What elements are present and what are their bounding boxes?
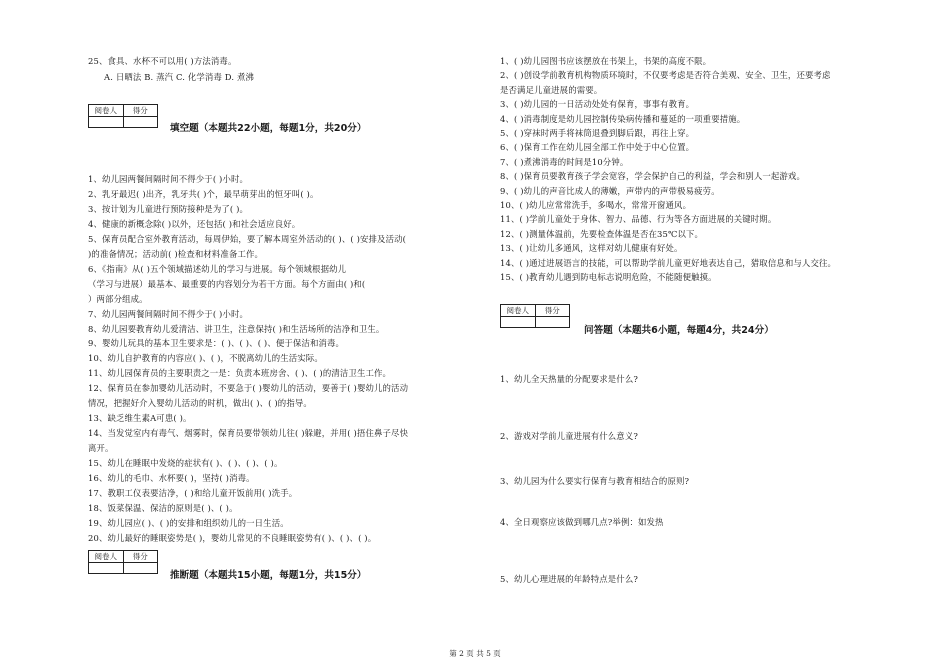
fill-item: 10、幼儿自护教育的内容应( )、( )，不脱离幼儿的生活实际。 xyxy=(88,353,323,363)
fill-item: 4、健康的新概念除( )以外，还包括( )和社会适应良好。 xyxy=(88,219,301,229)
reviewer-cell xyxy=(501,317,536,327)
fill-item: 离开。 xyxy=(88,443,114,453)
score-label: 得分 xyxy=(132,552,148,561)
fill-item: 5、保育员配合室外教育活动，每周伊始，要了解本周室外活动的( )、( )安排及活动( xyxy=(88,234,407,244)
judge-item: 15、( )教育幼儿遇到防电标志说明危险，不能随便触摸。 xyxy=(500,272,717,282)
page-footer: 第 2 页 共 5 页 xyxy=(449,649,501,658)
question-25: 25、食具、水杯不可以用( )方法消毒。 xyxy=(88,56,237,66)
fill-item: 16、幼儿的毛巾、水杯要( )，坚持( )消毒。 xyxy=(88,473,255,483)
judge-item: 13、( )让幼儿多通风，这样对幼儿健康有好处。 xyxy=(500,243,683,253)
qa-item: 1、幼儿全天热量的分配要求是什么? xyxy=(500,374,638,384)
fill-item: 17、教职工仪表要洁净，( )和给儿童开饭前用( )洗手。 xyxy=(88,488,298,498)
judge-item: 11、( )学前儿童处于身体、智力、品德、行为等各方面进展的关键时期。 xyxy=(500,214,777,224)
score-label: 得分 xyxy=(132,106,148,115)
score-box-judge xyxy=(88,550,158,574)
fill-item: 14、当发觉室内有毒气、烟雾时，保育员要带领幼儿往( )躲避，并用( )捂住鼻子尽快 xyxy=(88,428,409,438)
qa-item: 4、全日观察应该做到哪几点?举例：如发热 xyxy=(500,517,664,527)
fill-item: 8、幼儿园要教育幼儿爱清洁、讲卫生，注意保持( )和生活场所的洁净和卫生。 xyxy=(88,324,385,334)
judge-item: 8、( )保育员要教育孩子学会宽容，学会保护自己的利益，学会和别人一起游戏。 xyxy=(500,171,805,181)
qa-item: 3、幼儿园为什么要实行保育与教育相结合的原则? xyxy=(500,476,690,486)
score-box-fill xyxy=(88,104,158,128)
qa-item: 5、幼儿心理进展的年龄特点是什么? xyxy=(500,574,638,584)
judge-item: 3、( )幼儿园的一日活动处处有保育，事事有教育。 xyxy=(500,99,695,109)
fill-item: )的准备情况；活动前( )检查和材料准备工作。 xyxy=(88,249,264,259)
fill-item: 2、乳牙最迟( )出齐，乳牙共( )个，最早萌芽出的恒牙叫( )。 xyxy=(88,189,319,199)
score-cell xyxy=(124,563,158,573)
reviewer-label: 阅卷人 xyxy=(89,551,124,562)
fill-item: 11、幼儿园保育员的主要职责之一是：负责本班房舍、( )、( )的清洁卫生工作。 xyxy=(88,368,392,378)
fill-item: 19、幼儿园应( )、( )的安排和组织幼儿的一日生活。 xyxy=(88,518,289,528)
score-label: 得分 xyxy=(544,306,560,315)
judge-item: 10、( )幼儿应常常洗手，多喝水，常常开窗通风。 xyxy=(500,200,692,210)
judge-item: 9、( )幼儿的声音比成人的薄嫩，声带内的声带极易疲劳。 xyxy=(500,186,720,196)
fill-item: 9、婴幼儿玩具的基本卫生要求是：( )、( )、( )、便于保洁和消毒。 xyxy=(88,338,345,348)
fill-item: 3、按计划为儿童进行预防接种是为了( )。 xyxy=(88,204,249,214)
reviewer-cell xyxy=(89,117,124,127)
judge-item: 7、( )煮沸消毒的时间是10分钟。 xyxy=(500,157,629,167)
score-cell xyxy=(536,317,570,327)
fill-section-title: 填空题（本题共22小题，每题1分，共20分） xyxy=(170,123,367,134)
judge-item: 4、( )消毒制度是幼儿园控制传染病传播和蔓延的一项重要措施。 xyxy=(500,114,746,124)
fill-item: 15、幼儿在睡眠中发烧的症状有( )、( )、( )、( )。 xyxy=(88,458,283,468)
fill-item: 18、饭菜保温、保洁的原则是( )、( )。 xyxy=(88,503,238,513)
reviewer-label: 阅卷人 xyxy=(89,105,124,116)
fill-item: 情况，把握好介入婴幼儿活动的时机，做出( )、( )的指导。 xyxy=(88,398,312,408)
judge-item: 是否满足儿童进展的需要。 xyxy=(500,85,603,95)
judge-item: 12、( )测量体温前，先要检查体温是否在35℃以下。 xyxy=(500,229,704,239)
qa-item: 2、游戏对学前儿童进展有什么意义? xyxy=(500,431,638,441)
question-25-options: A. 日晒法 B. 蒸汽 C. 化学消毒 D. 煮沸 xyxy=(104,72,255,82)
judge-item: 2、( )创设学前教育机构物质环境时，不仅要考虑是否符合美观、安全、卫生，还要考虑 xyxy=(500,70,831,80)
judge-item: 14、( )通过进展语言的技能，可以帮助学前儿童更好地表达自己，猎取信息和与人交往。 xyxy=(500,258,837,268)
fill-item: 13、缺乏维生素A可患( )。 xyxy=(88,413,192,423)
reviewer-cell xyxy=(89,563,124,573)
qa-section-title: 问答题（本题共6小题，每题4分，共24分） xyxy=(584,325,774,336)
fill-item: （学习与进展）最基本、最重要的内容划分为若干方面。每个方面由( )和( xyxy=(88,279,366,289)
judge-item: 1、( )幼儿园图书应该摆放在书架上，书架的高度不限。 xyxy=(500,56,712,66)
judge-item: 5、( )穿袜时两手将袜筒退叠到脚后跟，再往上穿。 xyxy=(500,128,695,138)
reviewer-label: 阅卷人 xyxy=(501,305,536,316)
fill-item: 6、《指南》从( )五个领域描述幼儿的学习与进展。每个领域根据幼儿 xyxy=(88,264,347,274)
score-cell xyxy=(124,117,158,127)
fill-item: 1、幼儿园两餐间隔时间不得少于( )小时。 xyxy=(88,174,249,184)
fill-item: 12、保育员在参加婴幼儿活动时，不要急于( )婴幼儿的活动，要善于( )婴幼儿的活动 xyxy=(88,383,409,393)
judge-item: 6、( )保育工作在幼儿园全部工作中处于中心位置。 xyxy=(500,142,695,152)
score-box-qa xyxy=(500,304,570,328)
fill-item: ）两部分组成。 xyxy=(88,294,148,304)
judge-section-title: 推断题（本题共15小题，每题1分，共15分） xyxy=(170,570,367,581)
fill-item: 7、幼儿园两餐间隔时间不得少于( )小时。 xyxy=(88,309,249,319)
fill-item: 20、幼儿最好的睡眠姿势是( )，婴幼儿常见的不良睡眠姿势有( )、( )、( )。 xyxy=(88,533,377,543)
